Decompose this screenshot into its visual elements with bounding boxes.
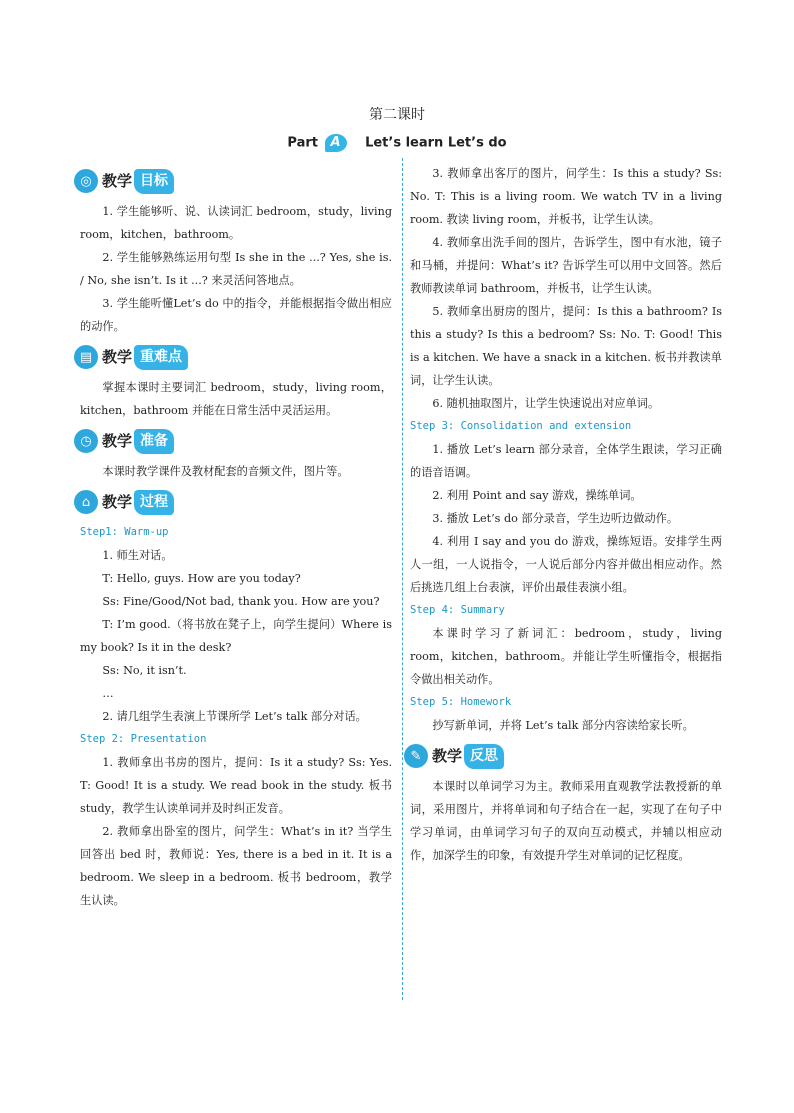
goal-2: 2. 学生能够熟练运用句型 Is she in the ...? Yes, she is. / No, she isn’t. Is it ...? 来灵活问答地点。: [80, 251, 392, 287]
section-prep-header: ◷ 教学 准备: [74, 424, 392, 458]
part-prefix: Part: [287, 135, 318, 151]
section-goals-header: ◎ 教学 目标: [74, 164, 392, 198]
step1-line: T: I’m good.（将书放在凳子上，向学生提问）Where is my book? Is it in the desk?: [80, 618, 392, 654]
column-divider: [402, 158, 403, 1000]
step1-line: Ss: Fine/Good/Not bad, thank you. How are you?: [102, 595, 380, 608]
page-title: 第二课时: [369, 107, 425, 123]
step1-title: Step1: Warm-up: [80, 526, 169, 538]
step1-line: 2. 请几组学生表演上节课所学 Let’s talk 部分对话。: [102, 710, 367, 723]
step4-title: Step 4: Summary: [410, 604, 505, 616]
step1-line: Ss: No, it isn’t.: [102, 664, 187, 677]
section-key-header: ▤ 教学 重难点: [74, 340, 392, 374]
reflection-text: 本课时以单词学习为主。教师采用直观教学法教授新的单词，采用图片，并将单词和句子结合在一起，实现了在句子中学习单词，由单词学习句子的双向互动模式，并辅以相应动作，加深学生的印象，有效提升学生对单词的记忆程度。: [410, 780, 722, 862]
section-process-header: ⌂ 教学 过程: [74, 485, 392, 519]
book-icon: ▤: [74, 345, 98, 369]
step1-line: 1. 师生对话。: [102, 549, 173, 562]
step2-title: Step 2: Presentation: [80, 733, 207, 745]
step2-line: 5. 教师拿出厨房的图片，提问：Is this a bathroom? Is this a study? Is this a bedroom? Ss: No. T: Good! This is a kitchen. We have a snack in a kitchen. 板书并教读单词，让学生认读。: [410, 305, 722, 387]
step2-line: 1. 教师拿出书房的图片，提问：Is it a study? Ss: Yes. T: Good! It is a study. We read book in the study. 板书 study，教学生认读单词并及时纠正发音。: [80, 756, 392, 815]
pencil-icon: ✎: [404, 744, 428, 768]
step1-line: T: Hello, guys. How are you today?: [102, 572, 301, 585]
step2-line: 6. 随机抽取图片，让学生快速说出对应单词。: [432, 397, 660, 410]
step1-line: …: [102, 687, 114, 700]
key-points-text: 掌握本课时主要词汇 bedroom，study，living room，kitchen，bathroom 并能在日常生活中灵活运用。: [80, 381, 392, 417]
step3-line: 1. 播放 Let’s learn 部分录音，全体学生跟读，学习正确的语音语调。: [410, 443, 722, 479]
part-letter-badge: A: [325, 134, 347, 152]
part-heading: [0, 134, 794, 152]
section-reflect-header: ✎ 教学 反思: [404, 739, 722, 773]
clock-icon: ◷: [74, 429, 98, 453]
step3-line: 4. 利用 I say and you do 游戏，操练短语。安排学生两人一组，一人说指令，一人说后部分内容并做出相应动作。然后挑选几组上台表演，评价出最佳表演小组。: [410, 535, 722, 594]
step3-title: Step 3: Consolidation and extension: [410, 420, 632, 432]
step2-line: 4. 教师拿出洗手间的图片，告诉学生，图中有水池，镜子和马桶，并提问：What’s it? 告诉学生可以用中文回答。然后教师教读单词 bathroom，并板书，让学生认读。: [410, 236, 722, 295]
left-column: [80, 162, 392, 912]
goal-1: 1. 学生能够听、说、认读词汇 bedroom，study，living room，kitchen，bathroom。: [80, 205, 392, 241]
step5-text: 抄写新单词，并将 Let’s talk 部分内容读给家长听。: [432, 719, 694, 732]
step3-line: 3. 播放 Let’s do 部分录音，学生边听边做动作。: [432, 512, 679, 525]
step3-line: 2. 利用 Point and say 游戏，操练单词。: [432, 489, 642, 502]
step5-title: Step 5: Homework: [410, 696, 512, 708]
part-lessons: Let’s learn Let’s do: [365, 135, 507, 151]
preparation-text: 本课时教学课件及教材配套的音频文件，图片等。: [102, 465, 349, 478]
step2-line: 3. 教师拿出客厅的图片，问学生：Is this a study? Ss: No. T: This is a living room. We watch TV in a living room. 教读 living room，并板书，让学生认读。: [410, 167, 722, 226]
goal-3: 3. 学生能听懂Let’s do 中的指令，并能根据指令做出相应的动作。: [80, 297, 392, 333]
globe-icon: ◎: [74, 169, 98, 193]
step2-line: 2. 教师拿出卧室的图片，问学生：What’s in it? 当学生回答出 bed 时，教师说：Yes, there is a bed in it. It is a bedroom. We sleep in a bedroom. 板书 bedroom，教学生认读。: [80, 825, 392, 907]
step4-text: 本课时学习了新词汇：bedroom，study，living room，kitchen，bathroom。并能让学生听懂指令，根据指令做出相关动作。: [410, 627, 722, 686]
right-column: [410, 162, 722, 867]
desk-icon: ⌂: [74, 490, 98, 514]
